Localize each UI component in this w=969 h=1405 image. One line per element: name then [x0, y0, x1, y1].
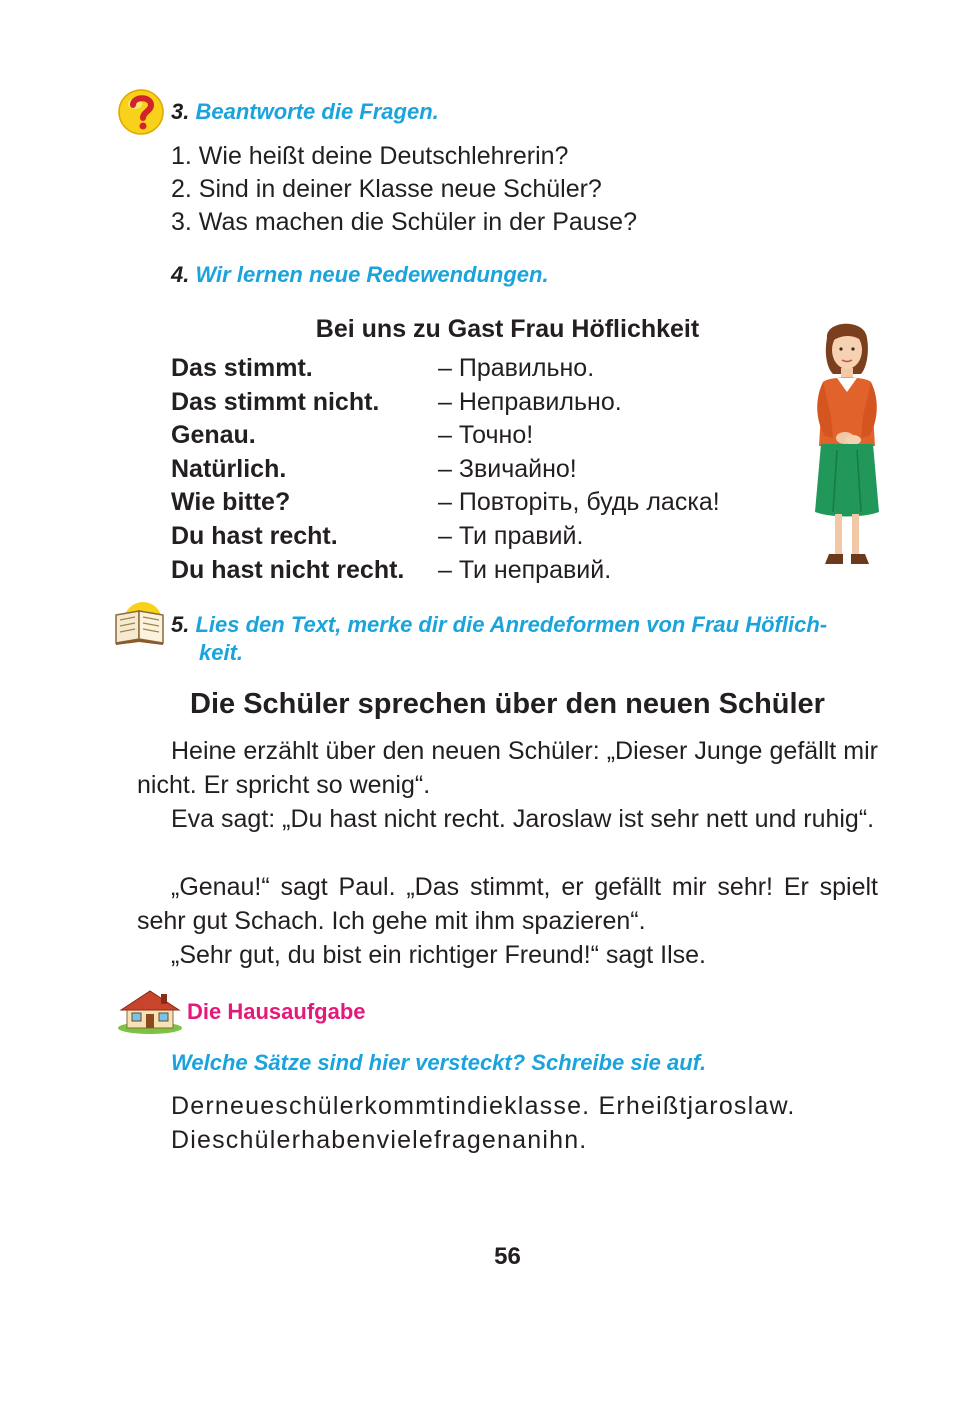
phrase-german: Natürlich.: [171, 455, 287, 483]
task-title: Wir lernen neue Redewendungen.: [195, 262, 549, 287]
phrase-german: Du hast nicht recht.: [171, 556, 405, 584]
reading-paragraph: [137, 938, 878, 972]
phrase-ukrainian: – Правильно.: [438, 354, 595, 382]
reading-paragraph: [137, 734, 878, 802]
phrase-german: Das stimmt nicht.: [171, 388, 380, 416]
task-5-heading: [171, 612, 891, 666]
book-icon: [113, 601, 167, 645]
reading-paragraph: [137, 802, 878, 836]
task-5-line-1: [171, 612, 891, 638]
homework-line-1: Derneueschülerkommtindieklasse. Erheißtjaroslaw.: [171, 1092, 796, 1120]
phrases-title: Bei uns zu Gast Frau Höflichkeit: [315, 315, 700, 343]
house-icon: [117, 988, 183, 1034]
phrase-german: Das stimmt.: [171, 354, 313, 382]
task-title: Lies den Text, merke dir die Anredeformen von Frau Höflich-: [195, 612, 828, 637]
phrase-ukrainian: – Точно!: [438, 421, 534, 449]
teacher-illustration: [803, 318, 893, 570]
phrase-ukrainian: – Неправильно.: [438, 388, 622, 416]
phrase-german: Du hast recht.: [171, 522, 338, 550]
question-item: 1. Wie heißt deine Deutschlehrerin?: [171, 142, 569, 170]
task-title: Beantworte die Fragen.: [195, 99, 439, 124]
question-mark-icon: [117, 87, 167, 137]
task-4-heading: [171, 262, 549, 288]
reading-title-text: Die Schüler sprechen über den neuen Schüler: [190, 688, 825, 720]
task-3-heading: [171, 99, 439, 125]
phrase-german: Genau.: [171, 421, 256, 449]
phrase-ukrainian: – Звичайно!: [438, 455, 577, 483]
task-number: 5.: [171, 612, 190, 637]
phrase-ukrainian: – Повторіть, будь ласка!: [438, 488, 720, 516]
task-number: 4.: [171, 262, 190, 287]
homework-line-2: Dieschülerhabenvielefragenanihn.: [171, 1126, 588, 1154]
question-item: 2. Sind in deiner Klasse neue Schüler?: [171, 175, 602, 203]
task-5-line-2: keit.: [199, 640, 244, 665]
paragraph-text: „Sehr gut, du bist ein richtiger Freund!“ sagt Ilse.: [171, 941, 706, 969]
homework-label: Die Hausaufgabe: [187, 999, 366, 1024]
page-number: 56: [494, 1243, 521, 1270]
paragraph-text: Eva sagt: „Du hast nicht recht. Jaroslaw ist sehr nett und ruhig“.: [171, 805, 875, 833]
phrase-german: Wie bitte?: [171, 488, 291, 516]
question-item: 3. Was machen die Schüler in der Pause?: [171, 208, 637, 236]
reading-paragraph: [137, 870, 878, 938]
homework-instruction: Welche Sätze sind hier versteckt? Schreibe sie auf.: [171, 1050, 707, 1075]
reading-text-title: [0, 688, 969, 721]
paragraph-text: „Genau!“ sagt Paul. „Das stimmt, er gefällt mir sehr! Er spielt sehr gut Schach. Ich gehe mit ihm spazieren“.: [137, 873, 878, 935]
phrase-ukrainian: – Ти правий.: [438, 522, 584, 550]
task-number: 3.: [171, 99, 190, 124]
phrase-ukrainian: – Ти неправий.: [438, 556, 612, 584]
paragraph-text: Heine erzählt über den neuen Schüler: „Dieser Junge gefällt mir nicht. Er spricht so wenig“.: [137, 737, 878, 799]
